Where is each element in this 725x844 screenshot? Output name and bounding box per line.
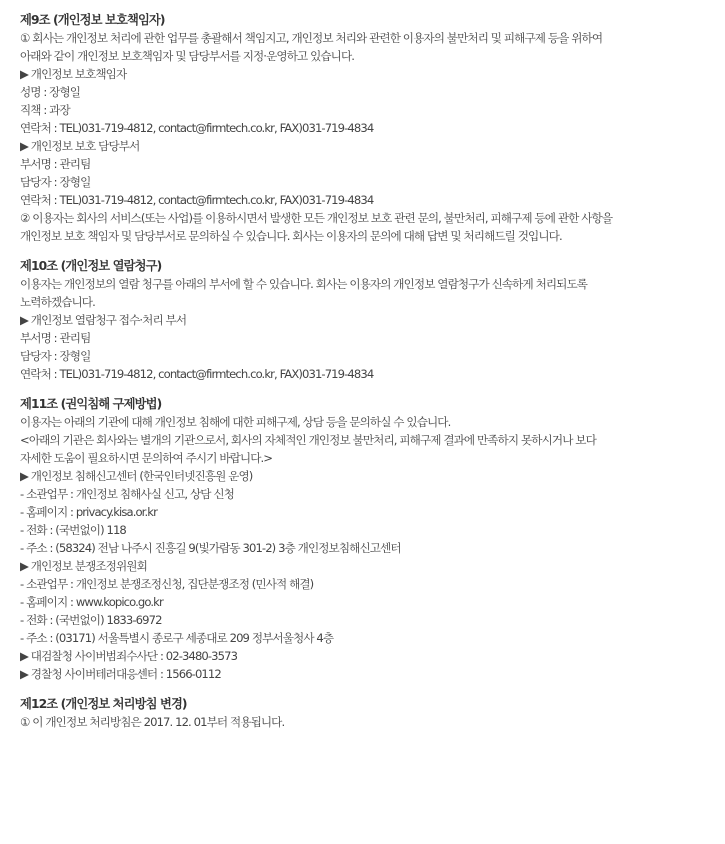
article-12 [20, 695, 725, 731]
body-line: ① 이 개인정보 처리방침은 2017. 12. 01부터 적용됩니다. [20, 715, 285, 729]
article-heading: 제10조 (개인정보 열람청구) [20, 259, 162, 273]
body-line: 연락처 : TEL)031-719-4812, contact@firmtech.co.kr, FAX)031-719-4834 [20, 121, 374, 135]
body-line: - 전화 : (국번없이) 1833-6972 [20, 613, 162, 627]
body-line: 자세한 도움이 필요하시면 문의하여 주시기 바랍니다.> [20, 451, 273, 465]
body-line: ▶ 개인정보 분쟁조정위원회 [20, 559, 147, 573]
body-line: - 소관업무 : 개인정보 분쟁조정신청, 집단분쟁조정 (민사적 해결) [20, 577, 314, 591]
body-line: ▶ 대검찰청 사이버범죄수사단 : 02-3480-3573 [20, 649, 238, 663]
body-line: 부서명 : 관리팀 [20, 331, 91, 345]
body-line: 담당자 : 장형일 [20, 349, 91, 363]
body-line: 담당자 : 장형일 [20, 175, 91, 189]
body-line: 직책 : 과장 [20, 103, 70, 117]
body-line: ▶ 개인정보 열람청구 접수·처리 부서 [20, 313, 187, 327]
body-line: ① 회사는 개인정보 처리에 관한 업무를 총괄해서 책임지고, 개인정보 처리와 관련한 이용자의 불만처리 및 피해구제 등을 위하여 [20, 31, 603, 45]
body-line: 연락처 : TEL)031-719-4812, contact@firmtech.co.kr, FAX)031-719-4834 [20, 193, 374, 207]
body-line: ▶ 경찰청 사이버테러대응센터 : 1566-0112 [20, 667, 221, 681]
body-line: ▶ 개인정보 보호책임자 [20, 67, 127, 81]
body-line: ② 이용자는 회사의 서비스(또는 사업)를 이용하시면서 발생한 모든 개인정보 보호 관련 문의, 불만처리, 피해구제 등에 관한 사항을 [20, 211, 613, 225]
body-line: 노력하겠습니다. [20, 295, 95, 309]
body-line: 성명 : 장형일 [20, 85, 81, 99]
body-line: 연락처 : TEL)031-719-4812, contact@firmtech.co.kr, FAX)031-719-4834 [20, 367, 374, 381]
body-line: - 소관업무 : 개인정보 침해사실 신고, 상담 신청 [20, 487, 234, 501]
article-10 [20, 257, 725, 383]
body-line: - 홈페이지 : www.kopico.go.kr [20, 595, 163, 609]
body-line: 이용자는 아래의 기관에 대해 개인정보 침해에 대한 피해구제, 상담 등을 문의하실 수 있습니다. [20, 415, 451, 429]
body-line: - 홈페이지 : privacy.kisa.or.kr [20, 505, 157, 519]
article-9 [20, 11, 725, 245]
body-line: ▶ 개인정보 침해신고센터 (한국인터넷진흥원 운영) [20, 469, 253, 483]
body-line: - 주소 : (03171) 서울특별시 종로구 세종대로 209 정부서울청사 4층 [20, 631, 334, 645]
article-11 [20, 395, 725, 683]
body-line: 아래와 같이 개인정보 보호책임자 및 담당부서를 지정·운영하고 있습니다. [20, 49, 355, 63]
body-line: - 전화 : (국번없이) 118 [20, 523, 126, 537]
article-heading: 제9조 (개인정보 보호책임자) [20, 13, 165, 27]
body-line: 부서명 : 관리팀 [20, 157, 91, 171]
article-heading: 제12조 (개인정보 처리방침 변경) [20, 697, 187, 711]
body-line: 이용자는 개인정보의 열람 청구를 아래의 부서에 할 수 있습니다. 회사는 이용자의 개인정보 열람청구가 신속하게 처리되도록 [20, 277, 588, 291]
article-heading: 제11조 (권익침해 구제방법) [20, 397, 162, 411]
body-line: 개인정보 보호 책임자 및 담당부서로 문의하실 수 있습니다. 회사는 이용자의 문의에 대해 답변 및 처리해드릴 것입니다. [20, 229, 562, 243]
body-line: ▶ 개인정보 보호 담당부서 [20, 139, 140, 153]
body-line: - 주소 : (58324) 전남 나주시 진흥길 9(빛가람동 301-2) 3층 개인정보침해신고센터 [20, 541, 401, 555]
body-line: <아래의 기관은 회사와는 별개의 기관으로서, 회사의 자체적인 개인정보 불만처리, 피해구제 결과에 만족하지 못하시거나 보다 [20, 433, 596, 447]
